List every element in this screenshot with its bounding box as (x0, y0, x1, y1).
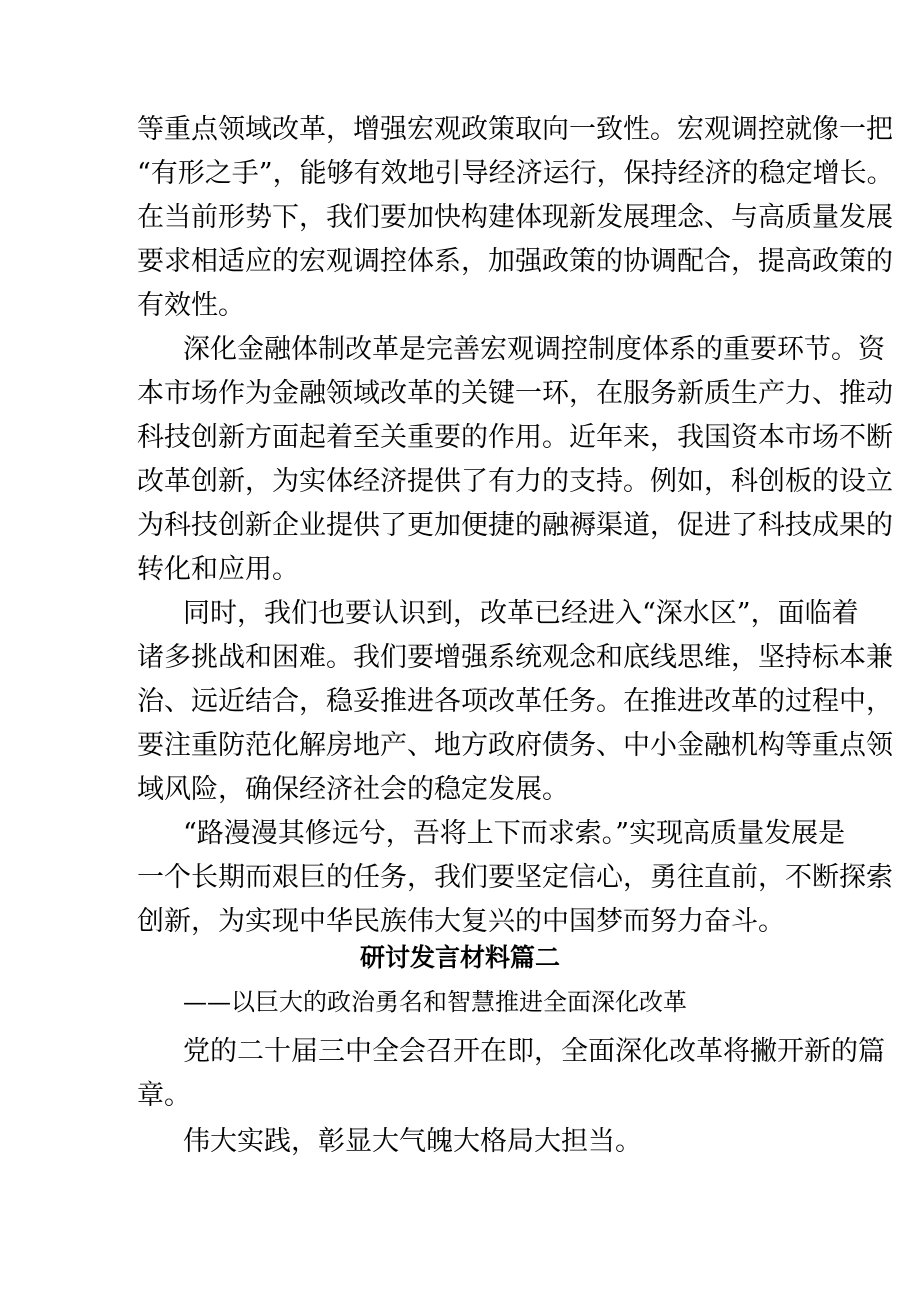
paragraph-line: 等重点领域改革，增强宏观政策取向一致性。宏观调控就像一把 (137, 114, 893, 145)
paragraph-line: “有形之手”，能够有效地引导经济运行，保持经济的稳定增长。 (137, 158, 894, 189)
paragraph-line: 一个长期而艰巨的任务，我们要坚定信心，勇往直前，不断探索 (137, 862, 893, 893)
paragraph-line: 章。 (137, 1080, 191, 1111)
paragraph-line: 创新，为实现中华民族伟大复兴的中国梦而努力奋斗。 (137, 906, 785, 937)
paragraph-line: 为科技创新企业提供了更加便捷的融褥渠道，促进了科技成果的 (137, 510, 893, 541)
paragraph-line: 本市场作为金融领域改革的关键一环，在服务新质生产力、推动 (137, 378, 893, 409)
paragraph-line: 改革创新，为实体经济提供了有力的支持。例如，科创板的设立 (137, 466, 893, 497)
paragraph-line: 有效性。 (137, 290, 245, 321)
section-title: 研讨发言材料篇二 (359, 943, 560, 972)
paragraph-line: 要求相适应的宏观调控体系，加强政策的协调配合，提高政策的 (137, 246, 893, 277)
paragraph-line: 科技创新方面起着至关重要的作用。近年来，我国资本市场不断 (137, 422, 893, 453)
paragraph-line: “路漫漫其修远兮，吾将上下而求索。”实现高质量发展是 (183, 818, 846, 849)
paragraph-line: 诸多挑战和困难。我们要增强系统观念和底线思维，坚持标本兼 (137, 642, 893, 673)
section-subtitle: ——以巨大的政治勇名和智慧推进全面深化改革 (183, 988, 687, 1016)
paragraph-line: 域风险，确保经济社会的稳定发展。 (137, 774, 569, 805)
paragraph-line: 伟大实践，彰显大气魄大格局大担当。 (183, 1126, 642, 1157)
paragraph-line: 在当前形势下，我们要加快构建体现新发展理念、与高质量发展 (137, 202, 893, 233)
paragraph-line: 要注重防范化解房地产、地方政府债务、中小金融机构等重点领 (137, 730, 893, 761)
paragraph-line: 深化金融体制改革是完善宏观调控制度体系的重要环节。资 (183, 334, 885, 365)
paragraph-line: 转化和应用。 (137, 554, 299, 585)
paragraph-line: 同时，我们也要认识到，改革已经进入“深水区”，面临着 (183, 598, 859, 629)
paragraph-line: 党的二十届三中全会召开在即，全面深化改革将撇开新的篇 (183, 1036, 885, 1067)
paragraph-line: 治、远近结合，稳妥推进各项改革任务。在推进改革的过程中， (137, 686, 893, 717)
